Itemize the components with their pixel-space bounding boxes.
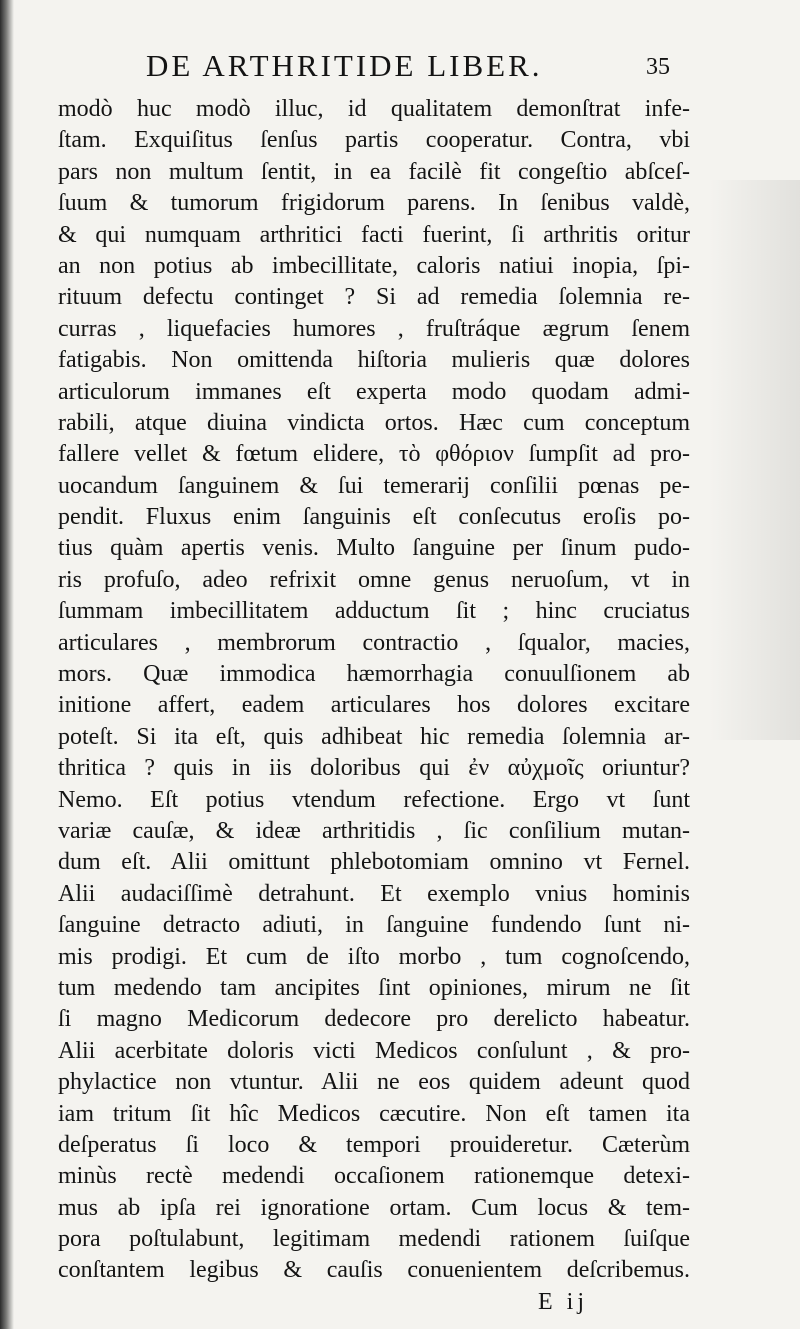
text-line: ris profuſo, adeo refrixit omne genus neruoſum, vt in	[58, 566, 690, 593]
page-header	[58, 40, 690, 94]
text-line: fatigabis. Non omittenda hiſtoria mulieris quæ dolores	[58, 347, 690, 374]
text-line: curras , liquefacies humores , fruſtráque ægrum ſenem	[58, 315, 690, 342]
text-line: ſummam imbecillitatem adductum ſit ; hinc cruciatus	[58, 598, 690, 625]
text-line: Alii audaciſſimè detrahunt. Et exemplo vnius hominis	[58, 880, 690, 907]
body-text	[58, 94, 690, 1287]
text-line: iam tritum ſit hîc Medicos cæcutire. Non eſt tamen ita	[58, 1100, 690, 1127]
show-through-bleed	[710, 180, 800, 740]
text-line: pendit. Fluxus enim ſanguinis eſt conſecutus eroſis po-	[58, 504, 690, 531]
text-line: pora poſtulabunt, legitimam medendi rationem ſuiſque	[58, 1226, 690, 1253]
text-line: uocandum ſanguinem & ſui temerarij conſilii pœnas pe-	[58, 472, 690, 499]
text-line: minùs rectè medendi occaſionem rationemque detexi-	[58, 1163, 690, 1190]
text-line: ſtam. Exquiſitus ſenſus partis cooperatur. Contra, vbi	[58, 127, 690, 154]
text-line: fallere vellet & fœtum elidere, τὸ φθόριον ſumpſit ad pro-	[58, 441, 690, 468]
signature-mark: E ij	[538, 1288, 588, 1315]
text-line: Nemo. Eſt potius vtendum refectione. Ergo vt ſunt	[58, 786, 690, 813]
binding-shadow	[0, 0, 14, 1329]
text-line: deſperatus ſi loco & tempori prouideretur. Cæterùm	[58, 1131, 690, 1158]
text-line: mus ab ipſa rei ignoratione ortam. Cum locus & tem-	[58, 1194, 690, 1221]
text-line: an non potius ab imbecillitate, caloris natiui inopia, ſpi-	[58, 252, 690, 279]
text-line: & qui numquam arthritici facti fuerint, ſi arthritis oritur	[58, 221, 690, 248]
text-line: ſi magno Medicorum dedecore pro derelicto habeatur.	[58, 1006, 690, 1033]
text-line: variæ cauſæ, & ideæ arthritidis , ſic conſilium mutan-	[58, 817, 690, 844]
text-line: dum eſt. Alii omittunt phlebotomiam omnino vt Fernel.	[58, 849, 690, 876]
text-line: tius quàm apertis venis. Multo ſanguine per ſinum pudo-	[58, 535, 690, 562]
text-line: ſuum & tumorum frigidorum parens. In ſenibus valdè,	[58, 190, 690, 217]
text-line: thritica ? quis in iis doloribus qui ἐν αὐχμοῖς oriuntur?	[58, 755, 690, 782]
text-line: Alii acerbitate doloris victi Medicos conſulunt , & pro-	[58, 1037, 690, 1064]
text-line: conſtantem legibus & cauſis conuenientem deſcribemus.	[58, 1257, 690, 1284]
page-number: 35	[646, 54, 670, 80]
text-line: ſanguine detracto adiuti, in ſanguine fundendo ſunt ni-	[58, 912, 690, 939]
text-line: pars non multum ſentit, in ea facilè fit congeſtio abſceſ-	[58, 158, 690, 185]
text-line: rabili, atque diuina vindicta ortos. Hæc cum conceptum	[58, 409, 690, 436]
text-line: articulares , membrorum contractio , ſqualor, macies,	[58, 629, 690, 656]
text-line: mors. Quæ immodica hæmorrhagia conuulſionem ab	[58, 661, 690, 688]
text-line: tum medendo tam ancipites ſint opiniones, mirum ne ſit	[58, 974, 690, 1001]
text-line: initione affert, eadem articulares hos dolores excitare	[58, 692, 690, 719]
text-line: phylactice non vtuntur. Alii ne eos quidem adeunt quod	[58, 1069, 690, 1096]
text-line: mis prodigi. Et cum de iſto morbo , tum cognoſcendo,	[58, 943, 690, 970]
text-line: poteſt. Si ita eſt, quis adhibeat hic remedia ſolemnia ar-	[58, 723, 690, 750]
book-page	[58, 40, 690, 1327]
text-line: modò huc modò illuc, id qualitatem demonſtrat infe-	[58, 96, 690, 122]
text-line: articulorum immanes eſt experta modo quodam admi-	[58, 378, 690, 405]
text-line: rituum defectu continget ? Si ad remedia ſolemnia re-	[58, 284, 690, 311]
running-title: DE ARTHRITIDE LIBER.	[146, 48, 543, 83]
page-footer	[58, 1287, 690, 1327]
